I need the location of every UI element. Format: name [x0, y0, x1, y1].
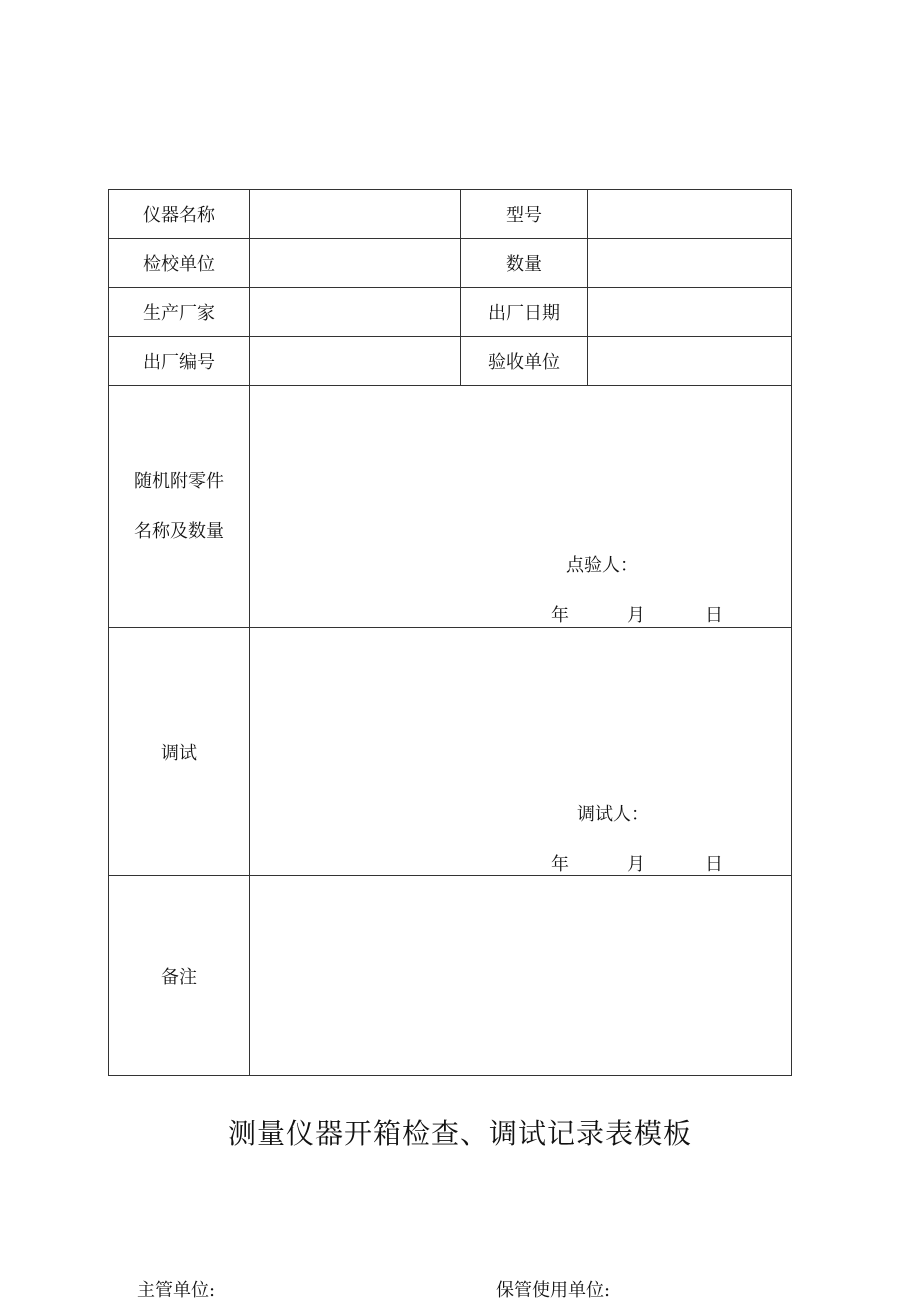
debug-field[interactable] [250, 628, 792, 876]
instrument-name-field[interactable] [250, 190, 461, 239]
form-row-accessories [109, 386, 792, 628]
document-title: 测量仪器开箱检查、调试记录表模板 [227, 1117, 692, 1150]
model-label: 型号 [461, 190, 588, 239]
remarks-label: 备注 [109, 876, 250, 1076]
debug-month-label: 月 [627, 854, 645, 875]
inspection-year-label: 年 [551, 605, 569, 626]
manufacture-date-field[interactable] [588, 288, 792, 337]
form-row-serial-number [109, 337, 792, 386]
quantity-label: 数量 [461, 239, 588, 288]
department-label: 主管单位: [137, 1280, 216, 1301]
user-unit-label: 保管使用单位: [496, 1280, 611, 1301]
inspection-form-table [108, 189, 792, 1076]
manufacturer-field[interactable] [250, 288, 461, 337]
inspector-signature-label: 点验人： [566, 555, 638, 576]
accessories-label-line1: 随机附零件 [134, 470, 224, 492]
form-row-manufacturer [109, 288, 792, 337]
model-field[interactable] [588, 190, 792, 239]
instrument-name-label: 仪器名称 [109, 190, 250, 239]
accessories-label [109, 386, 250, 628]
manufacturer-label: 生产厂家 [109, 288, 250, 337]
debug-year-label: 年 [551, 854, 569, 875]
inspection-month-label: 月 [627, 605, 645, 626]
accessories-field[interactable] [250, 386, 792, 628]
inspection-day-label: 日 [705, 605, 723, 626]
acceptance-unit-label: 验收单位 [461, 337, 588, 386]
form-row-remarks [109, 876, 792, 1076]
debugger-signature-label: 调试人： [577, 804, 649, 825]
remarks-field[interactable] [250, 876, 792, 1076]
form-row-instrument-name [109, 190, 792, 239]
calibration-unit-label: 检校单位 [109, 239, 250, 288]
serial-number-label: 出厂编号 [109, 337, 250, 386]
calibration-unit-field[interactable] [250, 239, 461, 288]
manufacture-date-label: 出厂日期 [461, 288, 588, 337]
accessories-label-line2: 名称及数量 [134, 520, 224, 542]
debug-day-label: 日 [705, 854, 723, 875]
quantity-field[interactable] [588, 239, 792, 288]
acceptance-unit-field[interactable] [588, 337, 792, 386]
debug-label: 调试 [109, 628, 250, 876]
form-row-debug [109, 628, 792, 876]
serial-number-field[interactable] [250, 337, 461, 386]
form-row-calibration-unit [109, 239, 792, 288]
